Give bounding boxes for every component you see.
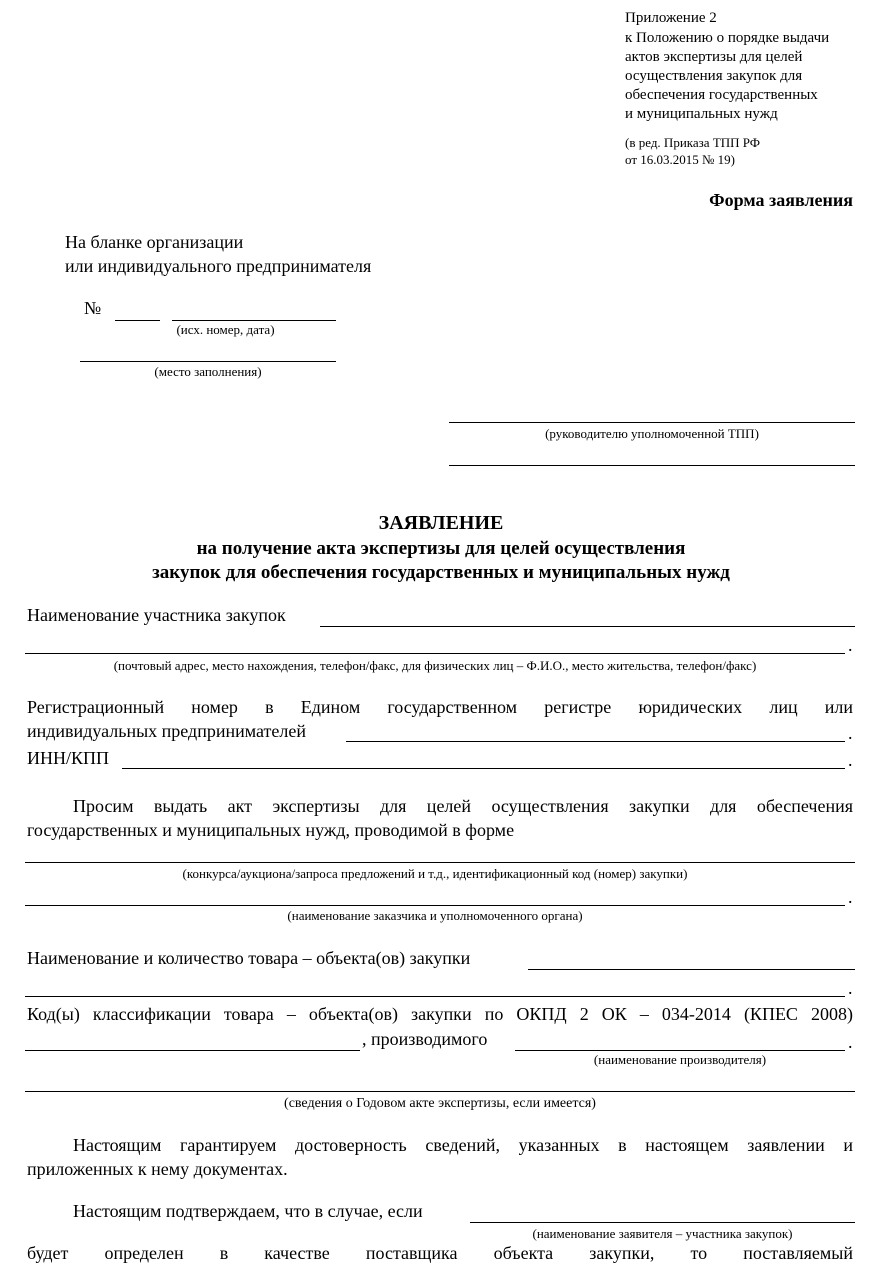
period: . [848,887,853,907]
appendix-line: и муниципальных нужд [625,106,778,122]
registration-number-field[interactable] [346,741,845,742]
addressee-field[interactable] [449,422,855,423]
doc-subtitle: закупок для обеспечения государственных и муниципальных нужд [152,562,730,583]
confirm-text: Настоящим подтверждаем, что в случае, если [73,1201,423,1221]
date-field[interactable] [172,320,336,321]
registration-label-2: индивидуальных предпринимателей [27,721,306,741]
last-line-text: будет определен в качестве поставщика объекта закупки, то поставляемый [27,1243,853,1263]
caption-applicant: (наименование заявителя – участника закупок) [532,1226,793,1241]
applicant-field[interactable] [470,1222,855,1223]
addressee-field-2[interactable] [449,465,855,466]
request-text: Просим выдать акт экспертизы для целей осуществления закупки для обеспечения [73,796,853,816]
codes-field[interactable] [25,1050,360,1051]
period: . [848,635,853,655]
participant-name-field-2[interactable] [25,653,845,654]
participant-name-field[interactable] [320,626,855,627]
period: . [848,1032,853,1052]
caption-procurement-form: (конкурса/аукциона/запроса предложений и т.д., идентификационный код (номер) закупки) [182,866,688,881]
produced-label: , производимого [362,1029,488,1049]
manufacturer-field[interactable] [515,1050,845,1051]
annual-act-field[interactable] [25,1091,855,1092]
caption-place: (место заполнения) [154,364,262,379]
period: . [848,723,853,743]
place-field[interactable] [80,361,336,362]
request-text-2: государственных и муниципальных нужд, проводимой в форме [27,820,515,840]
appendix-line: обеспечения государственных [625,87,818,103]
doc-title: ЗАЯВЛЕНИЕ [378,512,504,534]
period: . [848,750,853,770]
caption-customer: (наименование заказчика и уполномоченного органа) [287,908,583,923]
customer-field[interactable] [25,905,845,906]
letterhead-line: На бланке организации [65,232,244,252]
form-label: Форма заявления [709,190,853,210]
caption-outgoing: (исх. номер, дата) [176,322,275,337]
goods-field[interactable] [528,969,855,970]
edition-note: от 16.03.2015 № 19) [625,152,735,167]
codes-label: Код(ы) классификации товара – объекта(ов) закупки по ОКПД 2 ОК – 034-2014 (КПЕС 2008) [27,1004,853,1024]
letterhead-line: или индивидуального предпринимателя [65,256,372,276]
number-sign: № [84,298,102,318]
appendix-line: актов экспертизы для целей [625,49,803,65]
participant-label: Наименование участника закупок [27,605,286,625]
procurement-form-field[interactable] [25,862,855,863]
caption-annual-act: (сведения о Годовом акте экспертизы, если имеется) [284,1096,596,1111]
inn-kpp-field[interactable] [122,768,845,769]
guarantee-text: Настоящим гарантируем достоверность сведений, указанных в настоящем заявлении и [73,1135,853,1155]
period: . [848,978,853,998]
caption-addressee: (руководителю уполномоченной ТПП) [545,426,759,441]
caption-address: (почтовый адрес, место нахождения, телефон/факс, для физических лиц – Ф.И.О., место жительства, телефон/факс) [113,658,757,673]
doc-subtitle: на получение акта экспертизы для целей осуществления [196,538,686,559]
inn-label: ИНН/КПП [27,748,110,768]
registration-label: Регистрационный номер в Едином государственном регистре юридических лиц или [27,697,853,717]
edition-note: (в ред. Приказа ТПП РФ [625,135,761,150]
goods-label: Наименование и количество товара – объекта(ов) закупки [27,948,471,968]
appendix-line: Приложение 2 [625,10,717,26]
number-field[interactable] [115,320,160,321]
appendix-line: к Положению о порядке выдачи [625,30,830,46]
goods-field-2[interactable] [25,996,845,997]
caption-manufacturer: (наименование производителя) [593,1052,767,1067]
guarantee-text-2: приложенных к нему документах. [27,1159,288,1179]
appendix-line: осуществления закупок для [625,68,803,84]
